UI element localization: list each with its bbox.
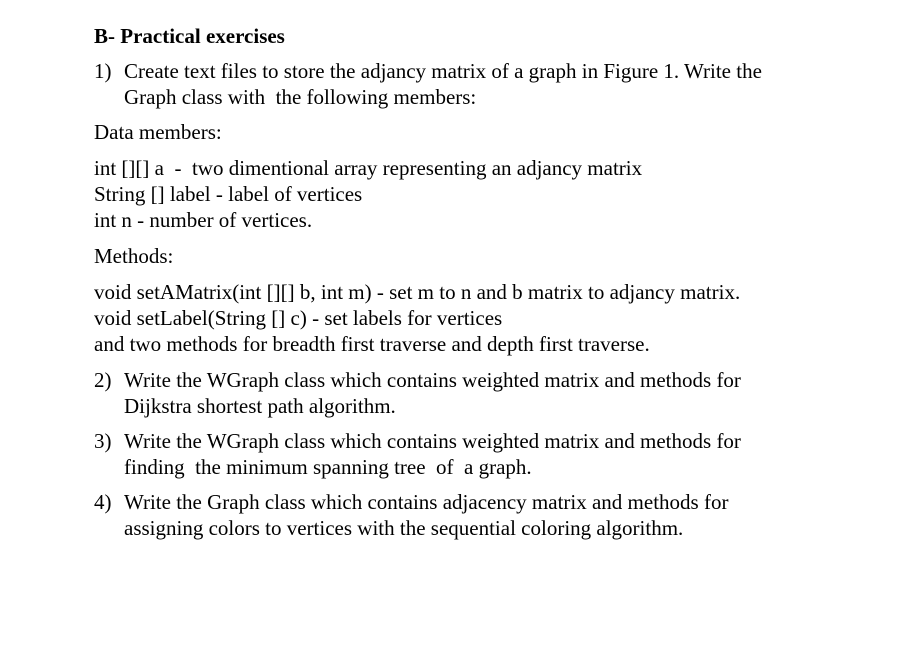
item-2-line-2: Dijkstra shortest path algorithm. (124, 394, 396, 418)
item-1-line-2: Graph class with the following members: (124, 85, 477, 109)
item-1-line-1: Create text files to store the adjancy matrix of a graph in Figure 1. Write the (124, 59, 762, 83)
data-members-label: Data members: (94, 120, 222, 144)
data-member-line: int [][] a - two dimentional array representing an adjancy matrix (94, 156, 643, 180)
item-2-number: 2) (94, 368, 112, 392)
item-4-line-1: Write the Graph class which contains adjacency matrix and methods for (124, 490, 729, 514)
method-line: void setAMatrix(int [][] b, int m) - set m to n and b matrix to adjancy matrix. (94, 280, 741, 304)
item-3-line-1: Write the WGraph class which contains weighted matrix and methods for (124, 429, 741, 453)
item-1-number: 1) (94, 59, 112, 83)
item-4-line-2: assigning colors to vertices with the sequential coloring algorithm. (124, 516, 684, 540)
method-line: and two methods for breadth first traverse and depth first traverse. (94, 332, 650, 356)
data-member-line: int n - number of vertices. (94, 208, 313, 232)
item-3-number: 3) (94, 429, 112, 453)
item-2-line-1: Write the WGraph class which contains weighted matrix and methods for (124, 368, 741, 392)
method-line: void setLabel(String [] c) - set labels for vertices (94, 306, 503, 330)
data-member-line: String [] label - label of vertices (94, 182, 363, 206)
item-4-number: 4) (94, 490, 112, 514)
methods-label: Methods: (94, 244, 174, 268)
section-heading: B- Practical exercises (94, 24, 285, 48)
item-3-line-2: finding the minimum spanning tree of a graph. (124, 455, 532, 479)
